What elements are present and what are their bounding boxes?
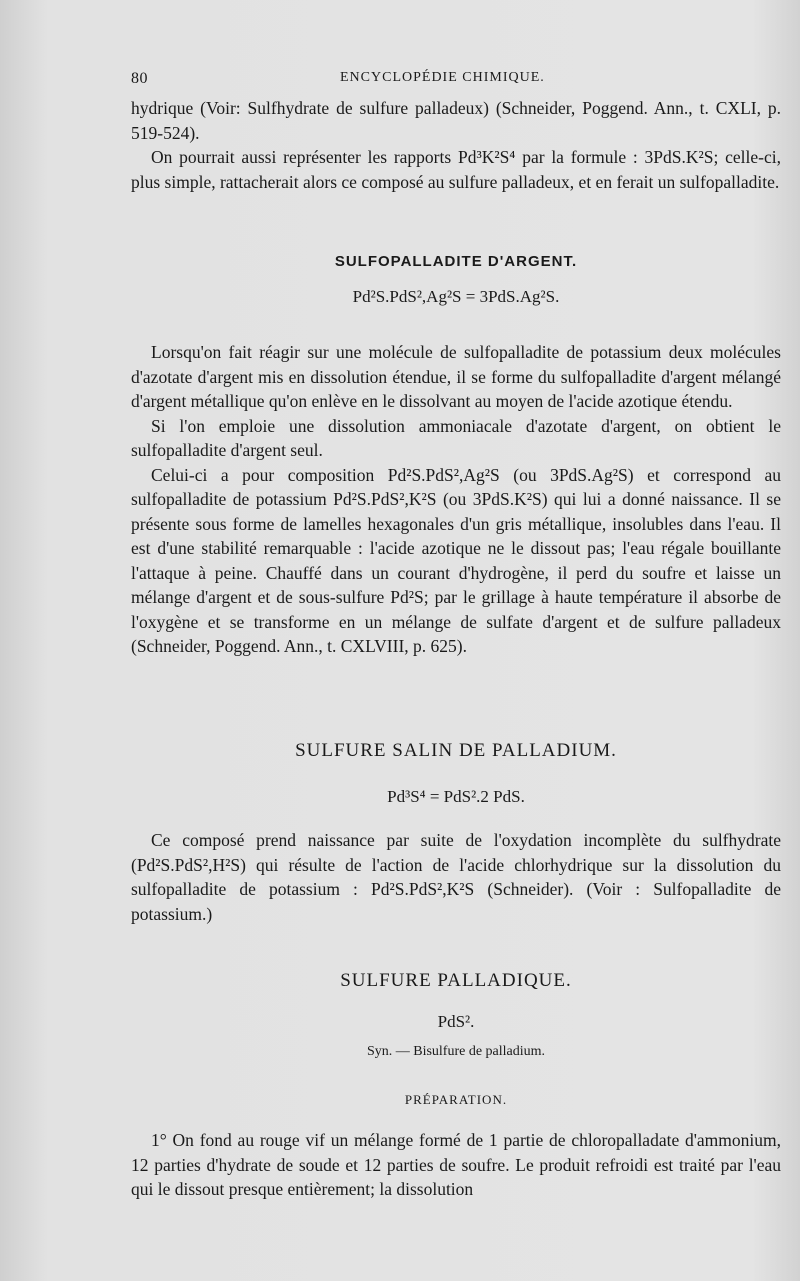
intro-text [131,96,781,194]
page-number: 80 [131,70,148,87]
section1-body [131,340,781,659]
section1-paragraph-2: Si l'on emploie une dissolution ammoniacale d'azotate d'argent, on obtient le sulfopalladite d'argent seul. [131,415,781,460]
section2-body [131,828,781,926]
preparation-subtitle: PRÉPARATION. [404,1092,508,1107]
intro-line: hydrique (Voir: Sulfhydrate de sulfure palladeux) (Schneider, Poggend. Ann., t. CXLI, p. 519-524). [131,98,781,143]
synonym-line: Syn. — Bisulfure de palladium. [366,1044,546,1059]
formula-sulfure-palladique: PdS². [437,1012,475,1031]
page-header [131,64,781,88]
formula-sulfopalladite-argent: Pd²S.PdS²,Ag²S = 3PdS.Ag²S. [352,287,560,306]
section-title-sulfure-palladique: SULFURE PALLADIQUE. [340,970,572,991]
section-title-sulfure-salin: SULFURE SALIN DE PALLADIUM. [295,740,617,761]
section3-body [131,1128,781,1202]
section2-paragraph-1: Ce composé prend naissance par suite de l'oxydation incomplète du sulfhydrate (Pd²S.PdS²,H²S) qui résulte de l'action de l'acide chlorhydrique sur la dissolution du sulfopalladite de potassium : Pd²S.PdS²,K²S (Schneider). (Voir : Sulfopalladite de potassium.) [131,830,781,924]
section3-paragraph-1: 1° On fond au rouge vif un mélange formé de 1 partie de chloropalladate d'ammonium, 12 parties d'hydrate de soude et 12 parties de soufre. Le produit refroidi est traité par l'eau qui le dissout presque entièrement; la dissolution [131,1130,781,1199]
section1-paragraph-3: Celui-ci a pour composition Pd²S.PdS²,Ag²S (ou 3PdS.Ag²S) et correspond au sulfopalladite de potassium Pd²S.PdS²,K²S (ou 3PdS.K²S) qui lui a donné naissance. Il se présente sous forme de lamelles hexagonales d'un gris métallique, insolubles dans l'eau. Il est d'une stabilité remarquable : l'acide azotique ne le dissout pas; l'eau régale bouillante l'attaque à peine. Chauffé dans un courant d'hydrogène, il perd du soufre et laisse un mélange d'argent et de sous-sulfure Pd²S; par le grillage à haute température il absorbe de l'oxygène et se transforme en un mélange de sulfate d'argent et de sulfure palladeux (Schneider, Poggend. Ann., t. CXLVIII, p. 625). [131,464,781,656]
section-title-sulfopalladite-argent: SULFOPALLADITE D'ARGENT. [334,253,578,270]
intro-paragraph: On pourrait aussi représenter les rapports Pd³K²S⁴ par la formule : 3PdS.K²S; celle-ci, plus simple, rattacherait alors ce composé au sulfure palladeux, et en ferait un sulfopalladite. [131,147,781,192]
running-title: ENCYCLOPÉDIE CHIMIQUE. [340,70,545,85]
formula-sulfure-salin: Pd³S⁴ = PdS².2 PdS. [387,787,525,806]
section1-paragraph-1: Lorsqu'on fait réagir sur une molécule de sulfopalladite de potassium deux molécules d'azotate d'argent mis en dissolution étendue, il se forme du sulfopalladite d'argent mélangé d'argent métallique qu'on enlève en le dissolvant au moyen de l'acide azotique étendu. [131,342,781,411]
